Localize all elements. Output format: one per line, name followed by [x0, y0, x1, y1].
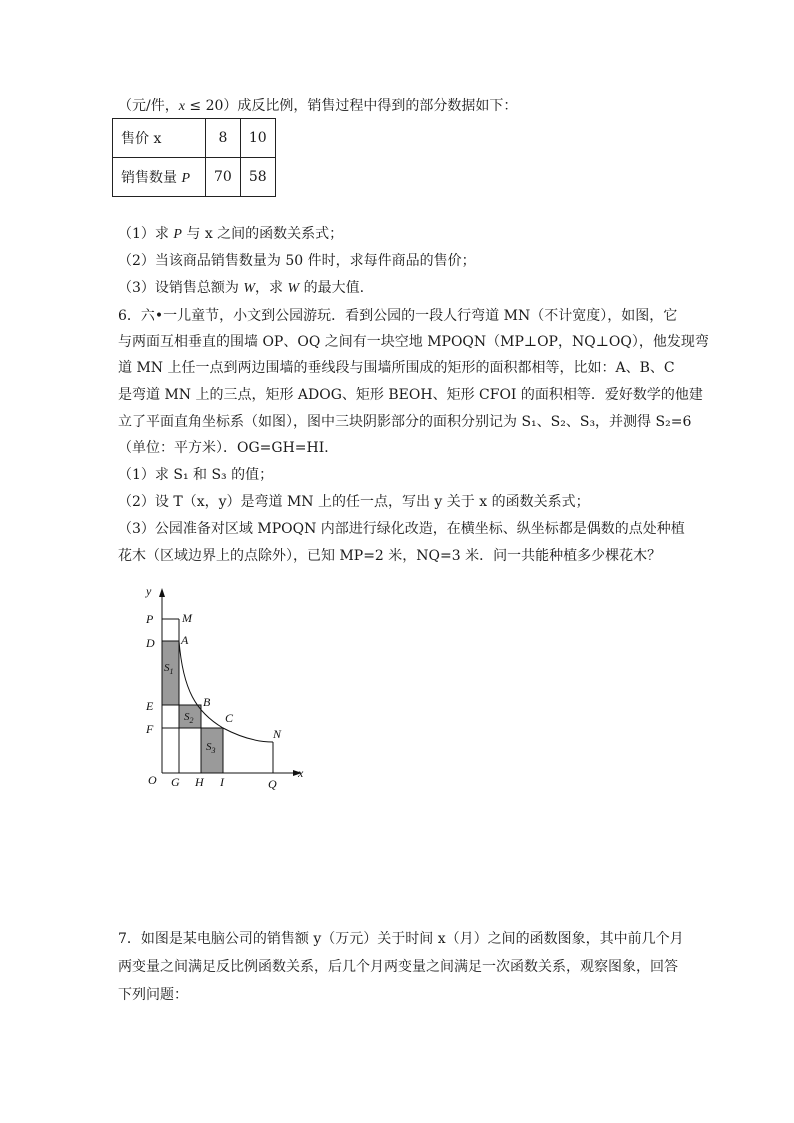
table-cell: 8: [206, 119, 241, 158]
q5-p1-a: （1）求: [118, 226, 174, 242]
table-header-quantity: [113, 158, 206, 197]
table-cell: 58: [240, 158, 275, 197]
q6-sub1: （1）求 S₁ 和 S₃ 的值；: [118, 467, 274, 483]
label-s1: $S_1$: [164, 662, 174, 676]
q7-line1: 7．如图是某电脑公司的销售额 y（万元）关于时间 x（月）之间的函数图象，其中前几个月: [118, 931, 684, 947]
intro-line: [118, 96, 517, 117]
q6-line6: （单位：平方米）．OG=GH=HI．: [118, 440, 339, 456]
label-p: P: [146, 612, 154, 626]
q5-p1-var: P: [173, 227, 182, 242]
label-h: H: [195, 775, 204, 789]
q5-p3-b: ，求: [255, 280, 288, 296]
q5-p3-c: 的最大值.: [299, 280, 365, 296]
table-row: [113, 119, 276, 158]
price-quantity-table: [112, 118, 276, 197]
table-cell: 10: [240, 119, 275, 158]
label-o: O: [148, 773, 157, 787]
label-a: A: [181, 633, 189, 647]
intro-open: （元/件，: [118, 98, 179, 114]
label-m: M: [182, 611, 192, 625]
label-g: G: [171, 775, 180, 789]
q6-sub3a: （3）公园准备对区域 MPOQN 内部进行绿化改造，在横坐标、纵坐标都是偶数的点处种植: [118, 521, 685, 537]
label-x-axis: x: [298, 766, 304, 780]
q5-p3-var2: W: [287, 281, 300, 296]
quantity-label: 销售数量: [121, 170, 182, 186]
q7-line3: 下列问题：: [118, 987, 188, 1003]
label-q: Q: [268, 777, 277, 791]
label-e: E: [146, 699, 154, 713]
q6-sub3b: 花木（区域边界上的点除外），已知 MP=2 米，NQ=3 米．问一共能种植多少棵花木？: [118, 548, 662, 564]
q6-sub2: （2）设 T（x，y）是弯道 MN 上的任一点，写出 y 关于 x 的函数关系式；: [118, 494, 590, 510]
q6-line5: 立了平面直角坐标系（如图），图中三块阴影部分的面积分别记为 S₁、S₂、S₃，并测得 S₂=6: [118, 414, 692, 430]
quantity-var: P: [181, 171, 191, 186]
table-header-price: 售价 x: [113, 119, 206, 158]
label-c: C: [225, 711, 234, 725]
q6-line3: 道 MN 上任一点到两边围墙的垂线段与围墙所围成的矩形的面积都相等，比如：A、B、C: [118, 360, 675, 376]
label-y-axis: y: [146, 584, 152, 598]
label-b: B: [203, 695, 211, 709]
q6-line1: 6．六•一儿童节，小文到公园游玩．看到公园的一段人行弯道 MN（不计宽度），如图，它: [118, 308, 678, 324]
intro-var-x: x: [178, 99, 185, 114]
label-d: D: [146, 636, 155, 650]
label-n: N: [273, 727, 282, 741]
q5-part1: [118, 224, 343, 245]
q6-line4: 是弯道 MN 上的三点，矩形 ADOG、矩形 BEOH、矩形 CFOI 的面积相等．爱好数学的他建: [118, 387, 703, 403]
q5-part3: [118, 278, 364, 299]
intro-rest: ≤ 20）成反比例，销售过程中得到的部分数据如下：: [184, 98, 518, 114]
q5-p1-b: 与 x 之间的函数关系式；: [181, 226, 344, 242]
q5-part2: （2）当该商品销售数量为 50 件时，求每件商品的售价；: [118, 253, 476, 269]
q5-p3-a: （3）设销售总额为: [118, 280, 244, 296]
label-i: I: [220, 775, 224, 789]
q7-line2: 两变量之间满足反比例函数关系，后几个月两变量之间满足一次函数关系，观察图象，回答: [118, 959, 678, 975]
coordinate-figure: [140, 578, 320, 793]
label-s2: $S_2$: [184, 711, 194, 725]
table-cell: 70: [206, 158, 241, 197]
q5-p3-var: W: [243, 281, 256, 296]
q6-line2: 与两面互相垂直的围墙 OP、OQ 之间有一块空地 MPOQN（MP⊥OP，NQ⊥OQ），他发现弯: [118, 334, 709, 350]
label-s3: $S_3$: [206, 741, 216, 755]
label-f: F: [146, 722, 154, 736]
axes: [159, 588, 302, 776]
table-row: [113, 158, 276, 197]
